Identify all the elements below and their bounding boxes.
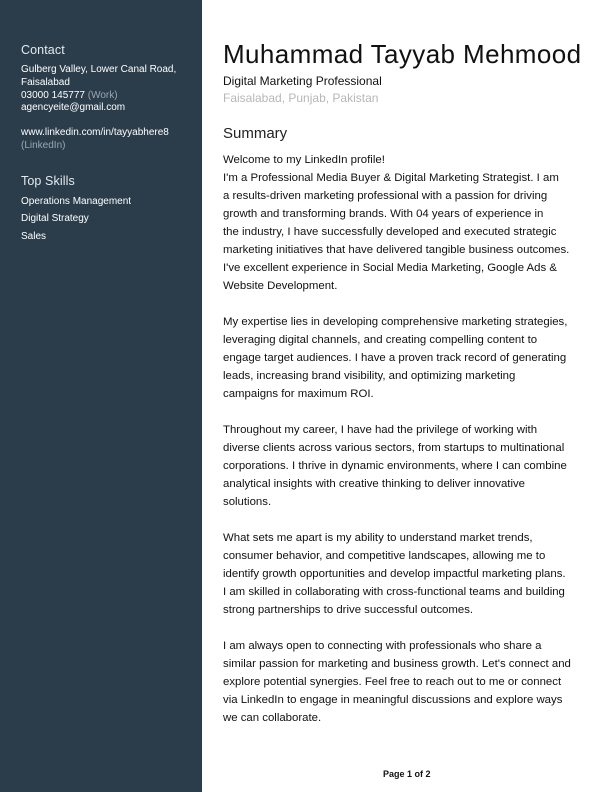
page-number: Page 1 of 2 — [383, 769, 431, 779]
summary-body — [223, 151, 595, 727]
linkedin-label: (LinkedIn) — [21, 140, 66, 151]
profile-name: Muhammad Tayyab Mehmood — [223, 39, 582, 69]
skill-item: Digital Strategy — [21, 213, 89, 224]
summary-line: via LinkedIn to engage in meaningful discussions and explore ways — [223, 694, 563, 706]
profile-location: Faisalabad, Punjab, Pakistan — [223, 91, 379, 105]
address-line-1: Gulberg Valley, Lower Canal Road, — [21, 64, 177, 75]
skills-heading: Top Skills — [21, 174, 75, 188]
summary-line: Throughout my career, I have had the privilege of working with — [223, 424, 538, 436]
summary-line: Website Development. — [223, 280, 338, 292]
summary-paragraph — [223, 151, 595, 295]
summary-line: the industry, I have successfully developed and executed strategic — [223, 226, 557, 238]
summary-line: leveraging digital channels, and creating compelling content to — [223, 334, 538, 346]
summary-line: similar passion for marketing and business growth. Let's connect and — [223, 658, 571, 670]
profile-headline: Digital Marketing Professional — [223, 74, 382, 88]
summary-line: leads, increasing brand visibility, and optimizing marketing — [223, 370, 516, 382]
summary-line: marketing initiatives that have delivered tangible business outcomes. — [223, 244, 570, 256]
summary-line: diverse clients across various sectors, from startups to multinational — [223, 442, 565, 454]
phone-line — [21, 90, 118, 102]
summary-line: identify growth opportunities and develop impactful marketing plans. — [223, 568, 566, 580]
summary-paragraph — [223, 313, 595, 403]
skill-item: Sales — [21, 231, 47, 242]
summary-title: Summary — [223, 125, 288, 142]
summary-line: strong partnerships to drive successful outcomes. — [223, 604, 474, 616]
summary-line: explore potential synergies. Feel free to reach out to me or connect — [223, 676, 562, 688]
summary-line: I am skilled in collaborating with cross-functional teams and building — [223, 586, 565, 598]
summary-line: growth and transforming brands. With 04 years of experience in — [223, 208, 544, 220]
linkedin-link[interactable]: www.linkedin.com/in/tayyabhere8 — [21, 127, 169, 138]
summary-line: Welcome to my LinkedIn profile! — [223, 154, 385, 166]
summary-line: solutions. — [223, 496, 272, 508]
phone-type: (Work) — [87, 90, 118, 101]
address-line-2: Faisalabad — [21, 77, 70, 88]
sidebar — [0, 0, 202, 792]
summary-line: I've excellent experience in Social Media Marketing, Google Ads & — [223, 262, 557, 274]
summary-line: engage target audiences. I have a proven track record of generating — [223, 352, 567, 364]
summary-line: I'm a Professional Media Buyer & Digital Marketing Strategist. I am — [223, 172, 559, 184]
summary-line: consumer behavior, and competitive landscapes, allowing me to — [223, 550, 546, 562]
paragraph-gap — [223, 511, 595, 529]
contact-heading: Contact — [21, 43, 65, 57]
summary-line: My expertise lies in developing comprehensive marketing strategies, — [223, 316, 568, 328]
paragraph-gap — [223, 619, 595, 637]
phone-number: 03000 145777 — [21, 90, 85, 101]
summary-paragraph — [223, 421, 595, 511]
paragraph-gap — [223, 403, 595, 421]
summary-line: a results-driven marketing professional with a passion for driving — [223, 190, 548, 202]
summary-line: I am always open to connecting with professionals who share a — [223, 640, 542, 652]
summary-line: we can collaborate. — [223, 712, 322, 724]
paragraph-gap — [223, 295, 595, 313]
email-link[interactable]: agencyeite@gmail.com — [21, 102, 126, 113]
summary-line: corporations. I thrive in dynamic environments, where I can combine — [223, 460, 567, 472]
summary-line: What sets me apart is my ability to understand market trends, — [223, 532, 533, 544]
summary-line: campaigns for maximum ROI. — [223, 388, 374, 400]
summary-line: analytical insights with creative thinking to deliver innovative — [223, 478, 526, 490]
summary-paragraph — [223, 529, 595, 619]
summary-paragraph — [223, 637, 595, 727]
skill-item: Operations Management — [21, 196, 132, 207]
